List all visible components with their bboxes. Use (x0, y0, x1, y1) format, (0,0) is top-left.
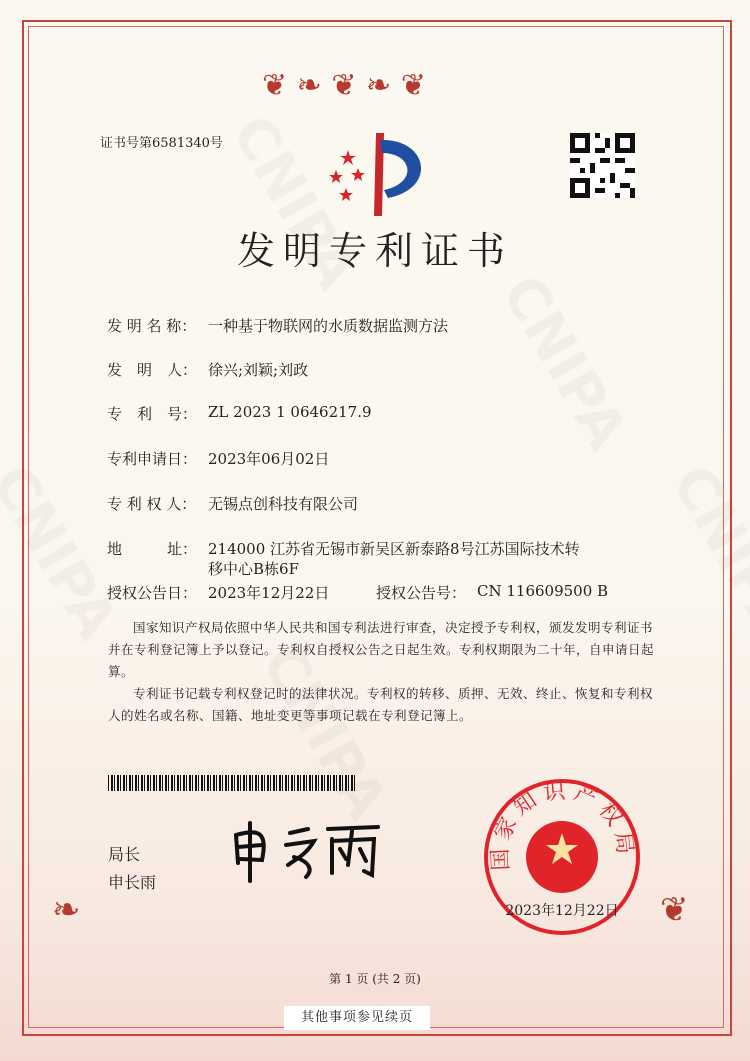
barcode (108, 775, 356, 791)
label-grant-number: 授权公告号： (376, 584, 467, 602)
qr-code-icon (570, 133, 635, 198)
patentee: 无锡点创科技有限公司 (208, 495, 359, 513)
grant-date: 2023年12月22日 (208, 584, 330, 602)
address-line-1: 214000 江苏省无锡市新吴区新泰路8号江苏国际技术转 (208, 540, 580, 558)
signature-icon (228, 815, 388, 885)
application-date: 2023年06月02日 (208, 450, 330, 468)
address-line-2: 移中心B栋6F (208, 560, 299, 578)
label-grant-date: 授权公告日： (107, 584, 198, 602)
seal-date: 2023年12月22日 (505, 903, 619, 919)
label-inventors: 发 明 人： (107, 361, 198, 379)
certificate-number: 证书号第6581340号 (100, 136, 223, 151)
left-corner-ornament-icon: ❧ (52, 890, 81, 930)
inventors: 徐兴;刘颖;刘政 (208, 361, 309, 379)
continuation-note: 其他事项参见续页 (284, 1006, 430, 1030)
director-name: 申长雨 (108, 873, 157, 892)
label-invention-name: 发 明 名 称： (107, 317, 197, 335)
page-info: 第 1 页 (共 2 页) (329, 972, 421, 986)
statement-paragraph-2: 专利证书记载专利权登记时的法律状况。专利权的转移、质押、无效、终止、恢复和专利权人的姓名或名称、国籍、地址变更等事项记载在专利登记簿上。 (108, 686, 654, 723)
top-ornament-icon: ❦ ❧ ❦ ❧ ❦ (262, 68, 426, 103)
label-patent-number: 专 利 号： (107, 405, 198, 423)
statement-paragraph-1: 国家知识产权局依照中华人民共和国专利法进行审查，决定授予专利权，颁发发明专利证书并在专利登记簿上予以登记。专利权自授权公告之日起生效。专利权期限为二十年，自申请日起算。 (108, 620, 655, 679)
right-corner-ornament-icon: ❦ (660, 890, 689, 930)
certificate-title: 发明专利证书 (236, 229, 513, 273)
cnipa-logo-icon (318, 128, 433, 220)
label-patentee: 专 利 权 人： (107, 495, 197, 513)
official-seal-icon (480, 775, 645, 940)
grant-number: CN 116609500 B (477, 582, 609, 600)
label-address: 地 址： (107, 540, 198, 558)
director-title: 局长 (108, 845, 141, 864)
patent-number: ZL 2023 1 0646217.9 (208, 403, 372, 421)
invention-name: 一种基于物联网的水质数据监测方法 (208, 317, 449, 335)
seal-text: 国家知识产权局 (487, 778, 638, 872)
label-application-date: 专利申请日： (107, 450, 198, 468)
